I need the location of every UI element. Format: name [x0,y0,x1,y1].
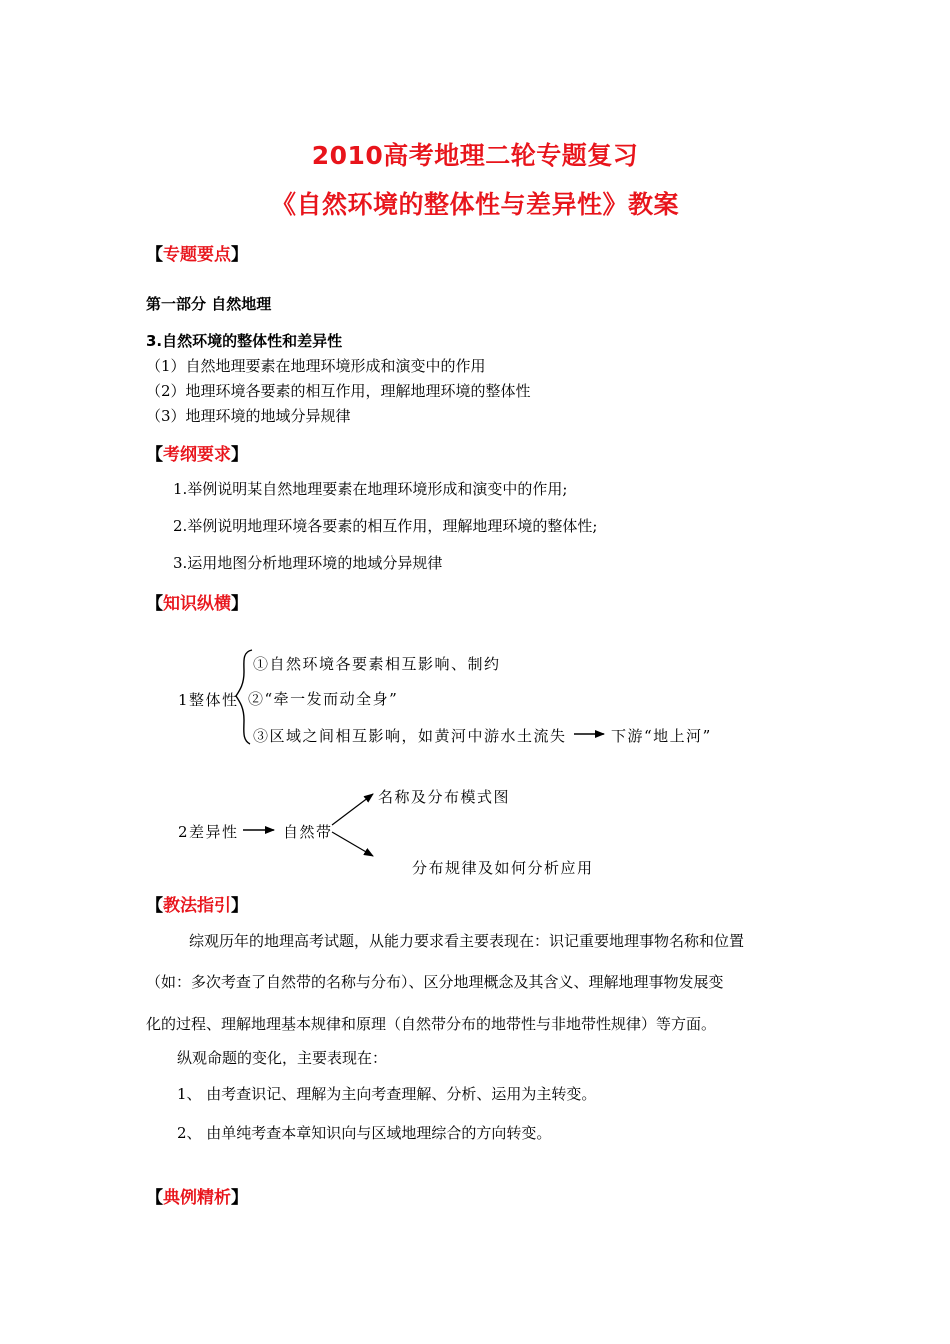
title-line-1: 2010高考地理二轮专题复习 [311,141,639,170]
integrity-item: ②“牵一发而动全身” [248,690,399,708]
integrity-item: ③区域之间相互影响，如黄河中游水土流失 [253,727,567,745]
section-teaching: 【教法指引】 [146,896,248,916]
syllabus-item: 2.举例说明地理环境各要素的相互作用，理解地理环境的整体性; [173,517,598,535]
teaching-paragraph-line: 综观历年的地理高考试题，从能力要求看主要表现在：识记重要地理事物名称和位置 [189,932,745,950]
section-knowledge: 【知识纵横】 [146,594,248,614]
branch-down-label: 分布规律及如何分析应用 [412,859,594,877]
teaching-paragraph-line: （如：多次考查了自然带的名称与分布）、区分地理概念及其含义、理解地理事物发展变 [146,973,724,991]
teaching-item: 2、 由单纯考查本章知识向与区域地理综合的方向转变。 [177,1124,552,1142]
teaching-paragraph-2: 纵观命题的变化，主要表现在： [177,1049,388,1067]
integrity-arrow-target: 下游“地上河” [611,727,712,745]
section-examples-label: 典例精析 [163,1188,231,1208]
integrity-label: 1整体性 [178,691,239,709]
section-examples: 【典例精析】 [146,1188,248,1208]
key-point-item: （3）地理环境的地域分异规律 [146,407,351,425]
title-line-2: 《自然环境的整体性与差异性》教案 [270,190,679,219]
key-point-item: （1）自然地理要素在地理环境形成和演变中的作用 [146,357,486,375]
teaching-item: 1、 由考查识记、理解为主向考查理解、分析、运用为主转变。 [177,1085,597,1103]
key-point-item: （2）地理环境各要素的相互作用，理解地理环境的整体性 [146,382,531,400]
section-teaching-label: 教法指引 [163,896,231,916]
section-syllabus: 【考纲要求】 [146,445,248,465]
section-knowledge-label: 知识纵横 [163,594,231,614]
syllabus-item: 3.运用地图分析地理环境的地域分异规律 [173,554,443,572]
integrity-item: ①自然环境各要素相互影响、制约 [253,655,501,673]
topic-heading: 3.自然环境的整体性和差异性 [146,332,343,350]
natural-zone-node: 自然带 [283,823,333,841]
section-key-points: 【专题要点】 [146,245,248,265]
section-syllabus-label: 考纲要求 [163,445,231,465]
section-key-points-label: 专题要点 [163,245,231,265]
part-heading: 第一部分 自然地理 [146,295,272,313]
branch-down-arrow [332,832,373,856]
teaching-paragraph-line: 化的过程、理解地理基本规律和原理（自然带分布的地带性与非地带性规律）等方面。 [146,1015,717,1033]
branch-up-label: 名称及分布模式图 [378,788,511,806]
syllabus-item: 1.举例说明某自然地理要素在地理环境形成和演变中的作用; [173,480,568,498]
difference-label: 2差异性 [178,823,239,841]
branch-up-arrow [332,794,373,825]
